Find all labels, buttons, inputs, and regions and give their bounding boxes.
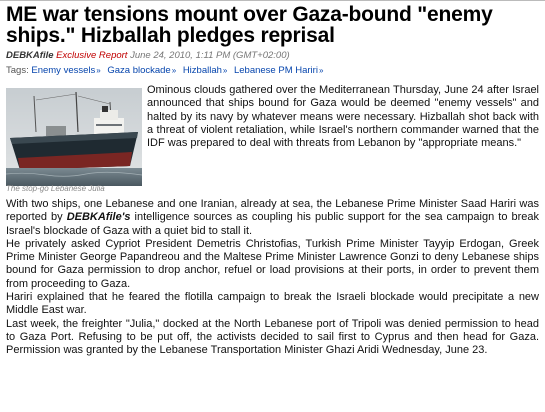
tag-arrow-icon: » [318, 66, 324, 75]
tags-bar [6, 65, 327, 77]
paragraph-2 [6, 198, 539, 238]
tags-label: Tags: [6, 65, 29, 76]
byline [6, 50, 290, 62]
byline-source[interactable]: DEBKAfile [6, 50, 54, 61]
tag-enemy-vessels[interactable]: Enemy vessels [31, 65, 96, 76]
article-body [6, 198, 539, 358]
tag-hizballah[interactable]: Hizballah [182, 65, 222, 76]
tag-arrow-icon: » [96, 66, 101, 75]
tag-gaza-blockade[interactable]: Gaza blockade [107, 65, 171, 76]
paragraph-2-end: intelligence sources as coupling his public support for the sea campaign to break Israel's blockade of Gaza with a quiet bid to stall it. [6, 211, 540, 237]
article-headline: ME war tensions mount over Gaza-bound "enemy ships." Hizballah pledges reprisal [6, 3, 493, 47]
tag-arrow-icon: » [171, 66, 177, 75]
photo-caption: The stop-go Lebanese Julia [6, 184, 105, 193]
paragraph-3: He privately asked Cypriot President Demetris Christofias, Turkish Prime Minister Tayyip Erdogan, Greek Prime Minister George Papandreou and the Maltese Prime Minister Lawrence Gonzi to deny Lebanese ships bound for Gaza permission to drop anchor, refuel or load provisions at their ports, in order to prevent them from proceeding to Gaza. [6, 237, 539, 290]
paragraph-2-start: With two ships, one Lebanese and one Iranian, already at sea, the Lebanese Prime Minister Saad Hariri was reported by [6, 198, 539, 224]
paragraph-4: Hariri explained that he feared the flotilla campaign to break the Israeli blockade would precipitate a new Middle East war. [6, 291, 539, 317]
byline-date: June 24, 2010, 1:11 PM (GMT+02:00) [130, 50, 290, 61]
tag-arrow-icon: » [222, 66, 228, 75]
ship-image [6, 88, 142, 186]
debkafile-mention: DEBKAfile's [66, 211, 131, 224]
paragraph-1: Ominous clouds gathered over the Mediterranean Thursday, June 24 after Israel announced that ships bound for Gaza would be deemed "enemy vessels" and halted by its navy by whatever means were necessary. Hizballah shot back with a threat of violent retaliation, while Israel's northern commander warned that the IDF was prepared to deal with threats from Lebanon by "appropriate means." [147, 84, 539, 150]
tag-lebanese-pm-hariri[interactable]: Lebanese PM Hariri [233, 65, 318, 76]
paragraph-5: Last week, the freighter "Julia," docked at the North Lebanese port of Tripoli was denied permission to head to Gaza Port. Refusing to be put off, the activists decided to sail first to Cyprus and then head for Gaza. Permission was granted by the Lebanese Transportation Minister Ghazi Aridi Wednesday, June 23. [6, 317, 539, 357]
byline-exclusive: Exclusive Report [56, 50, 128, 61]
ship-photo[interactable] [6, 88, 142, 186]
